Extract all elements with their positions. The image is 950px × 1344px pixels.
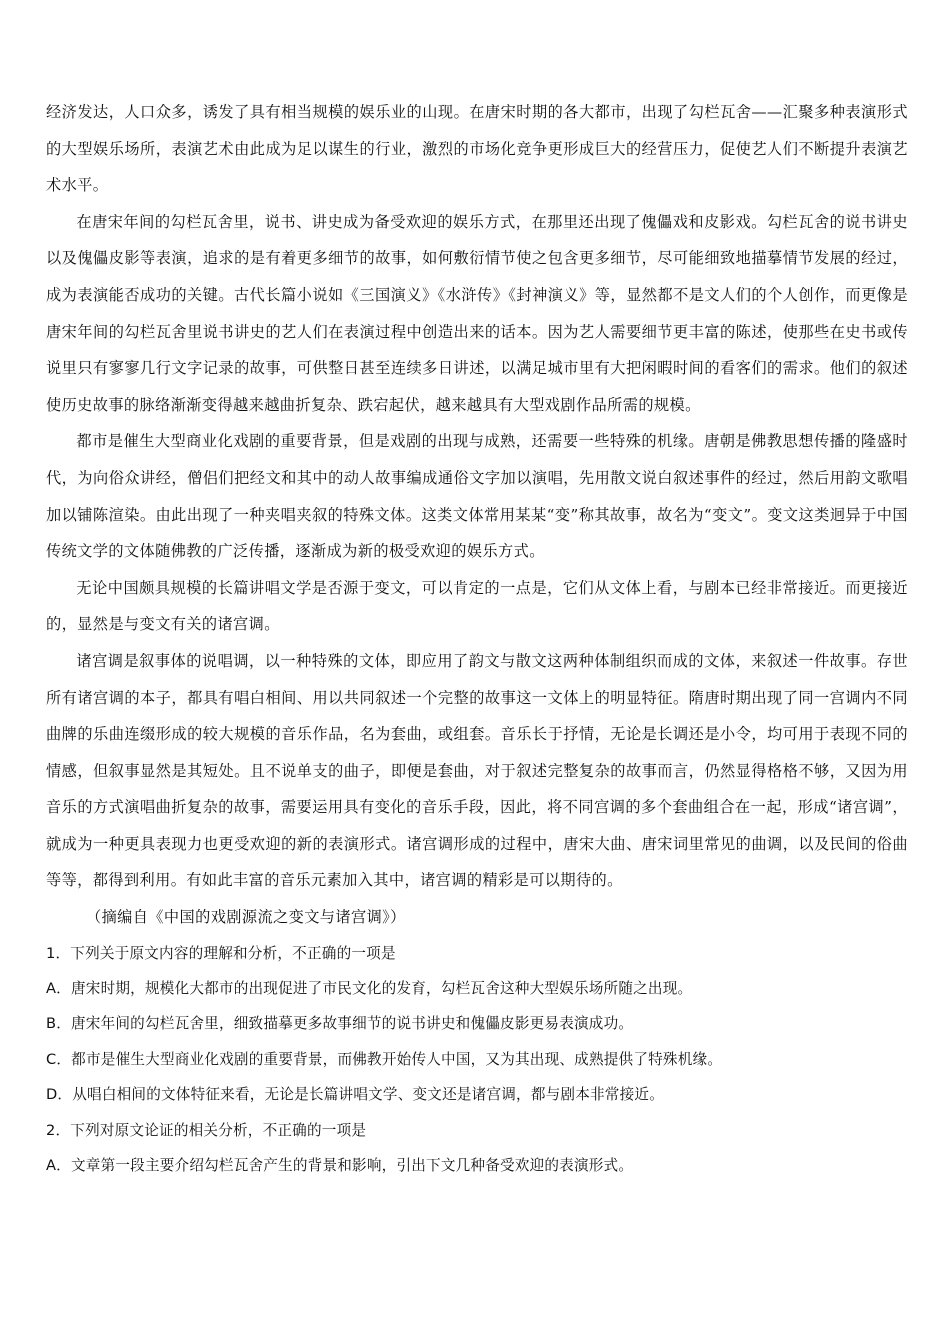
article-paragraph: 诸宫调是叙事体的说唱调，以一种特殊的文体，即应用了韵文与散文这两种体制组织而成的文体，来叙述一件故事。存世所有诸宫调的本子，都具有唱白相间、用以共同叙述一个完整的故事这一文体上的明显特征。隋唐时期出现了同一宫调内不同曲牌的乐曲连缀形成的较大规模的音乐作品，名为套曲，或组套。音乐长于抒情，无论是长调还是小令，均可用于表现不同的情感，但叙事显然是其短处。且不说单支的曲子，即便是套曲，对于叙述完整复杂的故事而言，仍然显得格格不够，又因为用音乐的方式演唱曲折复杂的故事，需要运用具有变化的音乐手段，因此，将不同宫调的多个套曲组合在一起，形成“诸宫调”，就成为一种更具表现力也更受欢迎的新的表演形式。诸宫调形成的过程中，唐宋大曲、唐宋词里常见的曲调，以及民间的俗曲等等，都得到利用。有如此丰富的音乐元素加入其中，诸宫调的精彩是可以期待的。 — [46, 651, 908, 890]
article-paragraph: 无论中国颇具规模的长篇讲唱文学是否源于变文，可以肯定的一点是，它们从文体上看，与剧本已经非常接近。而更接近的，显然是与变文有关的诸宫调。 — [46, 578, 908, 634]
question-stem: 2．下列对原文论证的相关分析，不正确的一项是 — [46, 1121, 367, 1139]
question-option-a: A．文章第一段主要介绍勾栏瓦舍产生的背景和影响，引出下文几种备受欢迎的表演形式。 — [46, 1157, 634, 1175]
question-2 — [46, 1113, 908, 1184]
question-stem: 1．下列关于原文内容的理解和分析，不正确的一项是 — [46, 944, 396, 962]
document-page — [46, 94, 908, 1184]
question-option-b: B．唐宋年间的勾栏瓦舍里，细致描摹更多故事细节的说书讲史和傀儡皮影更易表演成功。 — [46, 1015, 634, 1033]
question-option-c: C．都市是催生大型商业化戏剧的重要背景，而佛教开始传人中国，又为其出现、成熟提供了特殊机缘。 — [46, 1050, 723, 1068]
question-option-d: D．从唱白相间的文体特征来看，无论是长篇讲唱文学、变文还是诸宫调，都与剧本非常接近。 — [46, 1086, 664, 1104]
question-1 — [46, 936, 908, 1113]
question-option-a: A．唐宋时期，规模化大都市的出现促进了市民文化的发育，勾栏瓦舍这种大型娱乐场所随之出现。 — [46, 980, 693, 998]
article-source: （摘编自《中国的戏剧源流之变文与诸宫调》） — [86, 908, 406, 927]
article-paragraph: 在唐宋年间的勾栏瓦舍里，说书、讲史成为备受欢迎的娱乐方式，在那里还出现了傀儡戏和皮影戏。勾栏瓦舍的说书讲史以及傀儡皮影等表演，追求的是有着更多细节的故事，如何敷衍情节使之包含更多细节，尽可能细致地描摹情节发展的经过，成为表演能否成功的关键。古代长篇小说如《三国演义》《水浒传》《封神演义》等，显然都不是文人们的个人创作，而更像是唐宋年间的勾栏瓦舍里说书讲史的艺人们在表演过程中创造出来的话本。因为艺人需要细节更丰富的陈述，使那些在史书或传说里只有寥寥几行文字记录的故事，可供整日甚至连续多日讲述，以满足城市里有大把闲暇时间的看客们的需求。他们的叙述使历史故事的脉络渐渐变得越来越曲折复杂、跌宕起伏，越来越具有大型戏剧作品所需的规模。 — [46, 212, 908, 414]
article-paragraph: 经济发达，人口众多，诱发了具有相当规模的娱乐业的山现。在唐宋时期的各大都市，出现了勾栏瓦舍——汇聚多种表演形式的大型娱乐场所，表演艺术由此成为足以谋生的行业，激烈的市场化竞争更形成巨大的经营压力，促使艺人们不断提升表演艺术水平。 — [46, 103, 908, 195]
article-paragraph: 都市是催生大型商业化戏剧的重要背景，但是戏剧的出现与成熟，还需要一些特殊的机缘。唐朝是佛教思想传播的隆盛时代，为向俗众讲经，僧侣们把经文和其中的动人故事编成通俗文字加以演唱，先用散文说白叙述事件的经过，然后用韵文歌唱加以铺陈渲染。由此出现了一种夹唱夹叙的特殊文体。这类文体常用某某“变”称其故事，故名为“变文”。变文这类迥异于中国传统文学的文体随佛教的广泛传播，逐渐成为新的极受欢迎的娱乐方式。 — [46, 432, 908, 561]
